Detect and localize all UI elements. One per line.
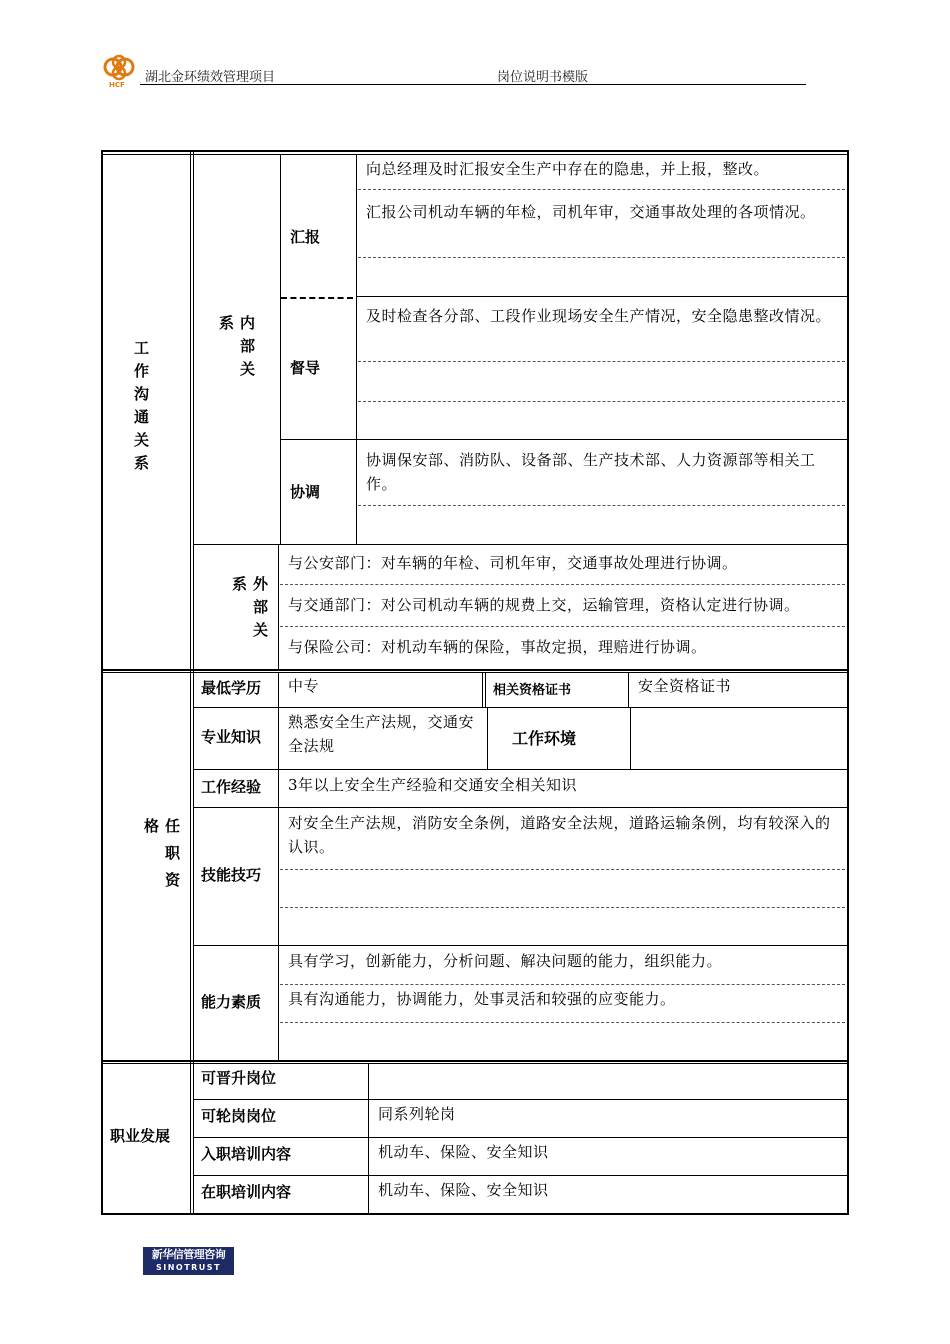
onboard-label: 入职培训内容 xyxy=(201,1145,292,1163)
report-label: 汇报 xyxy=(290,228,321,246)
experience-value: 3年以上安全生产经验和交通安全相关知识 xyxy=(288,776,578,794)
ability-label: 能力素质 xyxy=(201,993,262,1011)
coordinate-item-1: 协调保安部、消防队、设备部、生产技术部、人力资源部等相关工作。 xyxy=(366,451,816,493)
ability-item-1: 具有学习，创新能力，分析问题、解决问题的能力，组织能力。 xyxy=(288,952,723,970)
coordinate-label: 协调 xyxy=(290,483,321,501)
supervise-item-1: 及时检查各分部、工段作业现场安全生产情况，安全隐患整改情况。 xyxy=(366,307,832,325)
cert-label: 相关资格证书 xyxy=(493,683,572,698)
inservice-label: 在职培训内容 xyxy=(201,1183,292,1201)
section-work-relations-title: 工作沟通关系 xyxy=(132,340,150,478)
external-item-3: 与保险公司：对机动车辆的保险，事故定损，理赔进行协调。 xyxy=(288,638,707,656)
footer-brand-en: SINOTRUST xyxy=(155,1263,222,1272)
rotate-label: 可轮岗岗位 xyxy=(201,1107,277,1125)
promote-label: 可晋升岗位 xyxy=(201,1069,277,1087)
section-qualifications-title: 任职资格 xyxy=(142,818,181,899)
header-doc-title: 岗位说明书模版 xyxy=(497,70,589,85)
skills-value: 对安全生产法规，消防安全条例，道路安全法规，道路运输条例，均有较深入的认识。 xyxy=(288,814,831,856)
internal-relations-title: 内部关系 xyxy=(217,315,256,384)
rotate-value: 同系列轮岗 xyxy=(378,1105,456,1123)
header-project: 湖北金环绩效管理项目 xyxy=(145,70,276,85)
report-item-1: 向总经理及时汇报安全生产中存在的隐患，并上报，整改。 xyxy=(366,160,770,178)
knowledge-label: 专业知识 xyxy=(201,728,262,746)
knowledge-value: 熟悉安全生产法规，交通安全法规 xyxy=(288,713,475,755)
education-value: 中专 xyxy=(288,677,320,695)
footer-brand xyxy=(143,1247,234,1275)
cert-value: 安全资格证书 xyxy=(638,677,732,695)
external-item-2: 与交通部门：对公司机动车辆的规费上交，运输管理，资格认定进行协调。 xyxy=(288,596,800,614)
onboard-value: 机动车、保险、安全知识 xyxy=(378,1143,549,1161)
section-career-title: 职业发展 xyxy=(110,1127,171,1145)
ability-item-2: 具有沟通能力，协调能力，处事灵活和较强的应变能力。 xyxy=(288,990,676,1008)
experience-label: 工作经验 xyxy=(201,778,262,796)
inservice-value: 机动车、保险、安全知识 xyxy=(378,1181,549,1199)
external-relations-title: 外部关系 xyxy=(230,576,269,645)
skills-label: 技能技巧 xyxy=(201,866,262,884)
footer-brand-cn: 新华信管理咨询 xyxy=(151,1248,226,1261)
external-item-1: 与公安部门：对车辆的年检、司机年审，交通事故处理进行协调。 xyxy=(288,554,738,572)
env-label: 工作环境 xyxy=(512,729,577,748)
supervise-label: 督导 xyxy=(290,359,321,377)
logo-text: HCF xyxy=(109,81,125,89)
education-label: 最低学历 xyxy=(201,679,262,697)
report-item-2: 汇报公司机动车辆的年检，司机年审，交通事故处理的各项情况。 xyxy=(366,203,816,221)
